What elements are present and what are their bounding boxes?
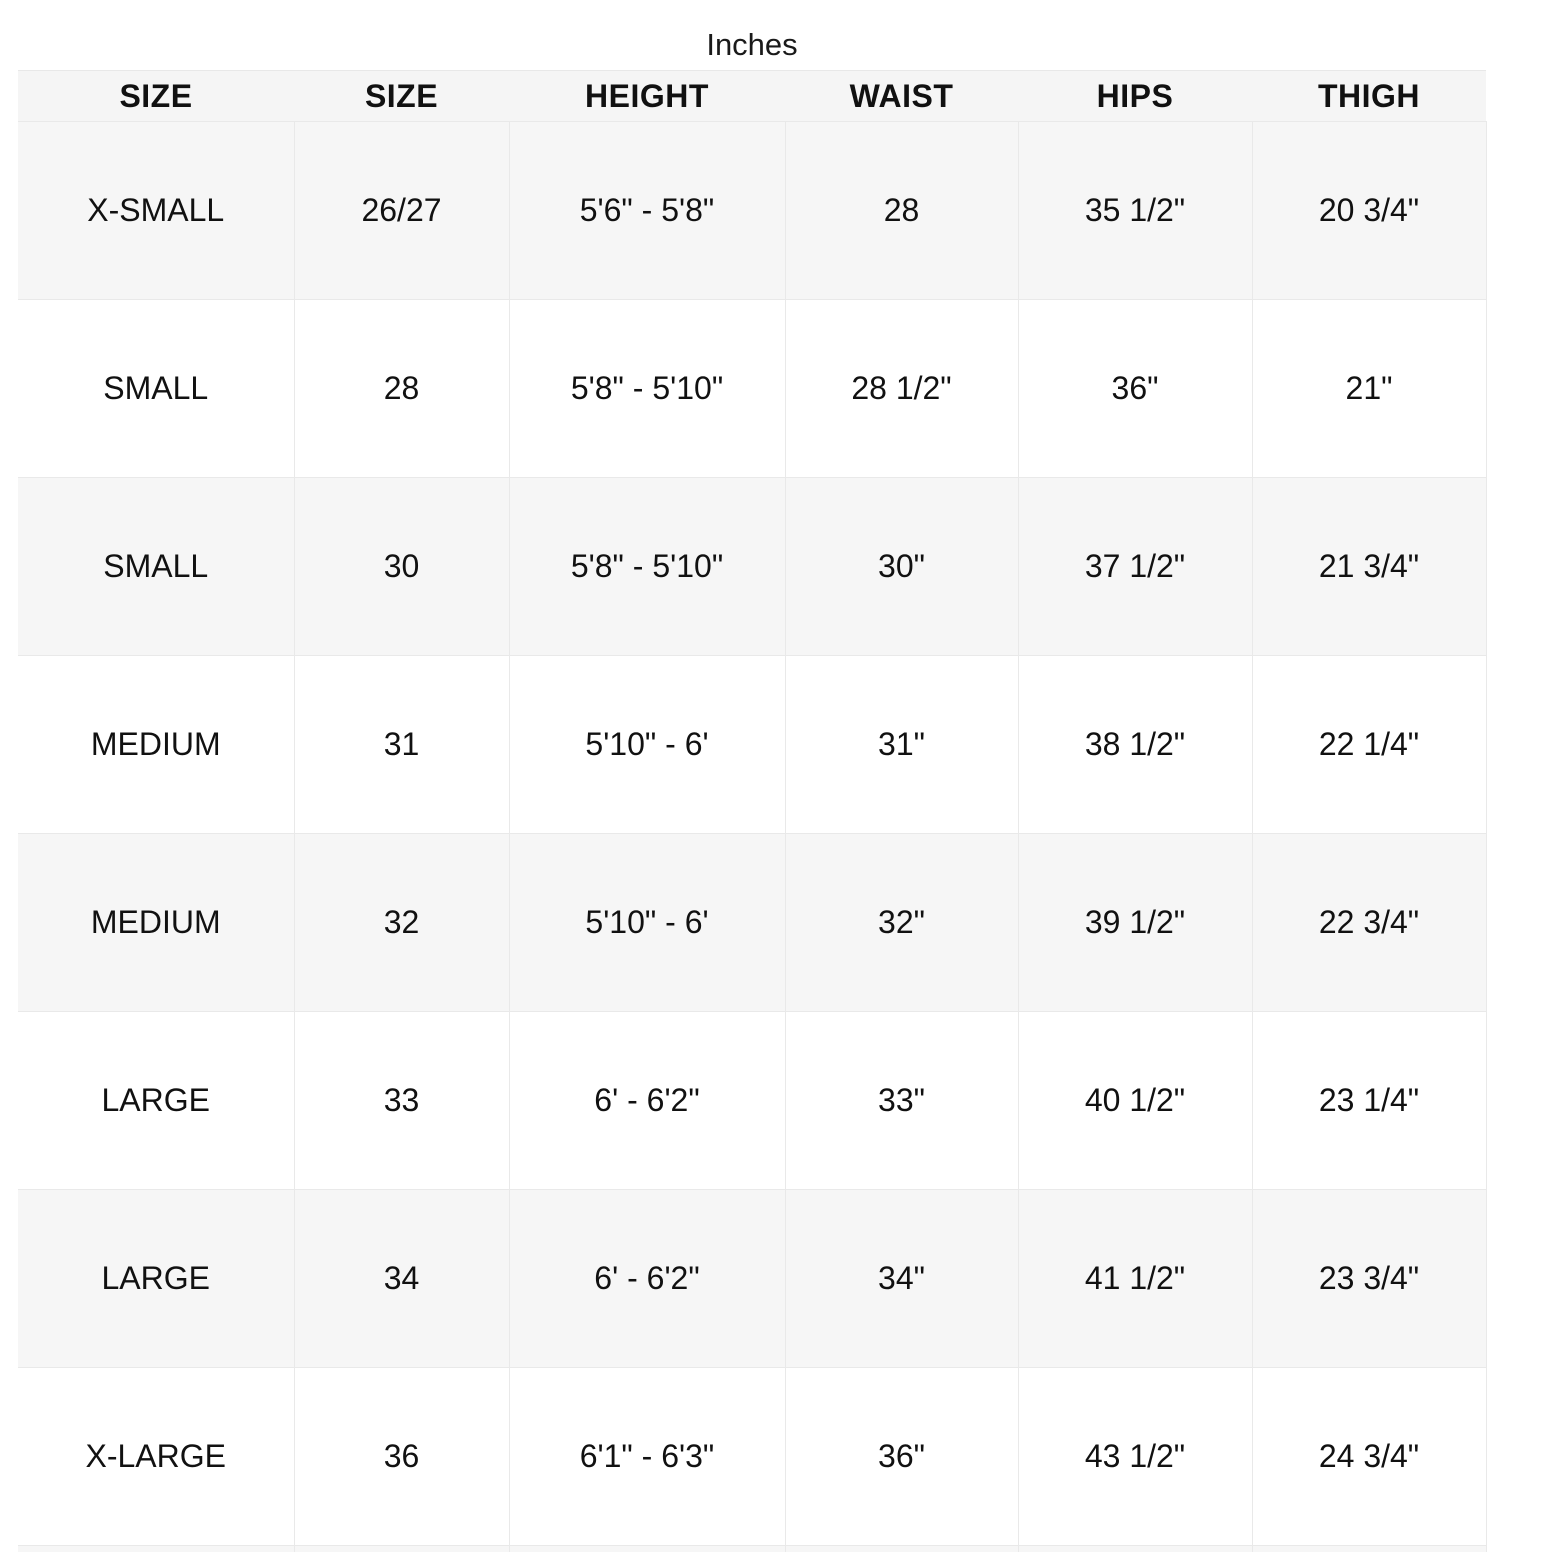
cell-size-number: 31 bbox=[294, 656, 509, 834]
cell-hips: 39 1/2" bbox=[1018, 834, 1252, 1012]
table-row-partial bbox=[18, 1546, 1486, 1552]
cell-thigh: 22 3/4" bbox=[1252, 834, 1486, 1012]
table-row bbox=[18, 834, 1486, 1012]
table-row bbox=[18, 1368, 1486, 1546]
cell-size-number: 32 bbox=[294, 834, 509, 1012]
cell-waist: 32" bbox=[785, 834, 1018, 1012]
cell-waist: 30" bbox=[785, 478, 1018, 656]
cell-hips: 43 1/2" bbox=[1018, 1368, 1252, 1546]
cell-hips: 35 1/2" bbox=[1018, 122, 1252, 300]
header-row bbox=[18, 71, 1486, 122]
cell-height: 5'8" - 5'10" bbox=[509, 478, 785, 656]
cell-waist: 34" bbox=[785, 1190, 1018, 1368]
cell-waist: 33" bbox=[785, 1012, 1018, 1190]
table-cell bbox=[18, 1546, 294, 1552]
cell-size-label: MEDIUM bbox=[18, 656, 294, 834]
cell-height: 5'6" - 5'8" bbox=[509, 122, 785, 300]
cell-size-number: 28 bbox=[294, 300, 509, 478]
cell-thigh: 22 1/4" bbox=[1252, 656, 1486, 834]
cell-waist: 36" bbox=[785, 1368, 1018, 1546]
table-row bbox=[18, 122, 1486, 300]
cell-size-label: LARGE bbox=[18, 1012, 294, 1190]
cell-size-label: MEDIUM bbox=[18, 834, 294, 1012]
cell-size-number: 34 bbox=[294, 1190, 509, 1368]
cell-hips: 37 1/2" bbox=[1018, 478, 1252, 656]
header-thigh: THIGH bbox=[1252, 71, 1486, 122]
cell-waist: 28 bbox=[785, 122, 1018, 300]
cell-size-label: X-SMALL bbox=[18, 122, 294, 300]
header-size-label: SIZE bbox=[18, 71, 294, 122]
table-cell bbox=[1018, 1546, 1252, 1552]
cell-waist: 31" bbox=[785, 656, 1018, 834]
table-cell bbox=[1252, 1546, 1486, 1552]
table-caption: Inches bbox=[706, 27, 798, 62]
cell-height: 6'1" - 6'3" bbox=[509, 1368, 785, 1546]
cell-height: 6' - 6'2" bbox=[509, 1012, 785, 1190]
table-body bbox=[18, 122, 1486, 1552]
cell-hips: 41 1/2" bbox=[1018, 1190, 1252, 1368]
cell-thigh: 23 3/4" bbox=[1252, 1190, 1486, 1368]
cell-size-number: 30 bbox=[294, 478, 509, 656]
table-header bbox=[18, 71, 1486, 122]
cell-waist: 28 1/2" bbox=[785, 300, 1018, 478]
cell-hips: 38 1/2" bbox=[1018, 656, 1252, 834]
cell-size-number: 33 bbox=[294, 1012, 509, 1190]
header-size-number: SIZE bbox=[294, 71, 509, 122]
cell-thigh: 21 3/4" bbox=[1252, 478, 1486, 656]
header-waist: WAIST bbox=[785, 71, 1018, 122]
cell-height: 6' - 6'2" bbox=[509, 1190, 785, 1368]
cell-thigh: 21" bbox=[1252, 300, 1486, 478]
cell-height: 5'10" - 6' bbox=[509, 656, 785, 834]
table-cell bbox=[785, 1546, 1018, 1552]
table-cell bbox=[294, 1546, 509, 1552]
cell-size-label: SMALL bbox=[18, 300, 294, 478]
header-height: HEIGHT bbox=[509, 71, 785, 122]
size-chart-table bbox=[18, 70, 1487, 1552]
cell-size-label: SMALL bbox=[18, 478, 294, 656]
table-row bbox=[18, 1012, 1486, 1190]
cell-height: 5'10" - 6' bbox=[509, 834, 785, 1012]
table-row bbox=[18, 1190, 1486, 1368]
cell-size-label: LARGE bbox=[18, 1190, 294, 1368]
cell-hips: 36" bbox=[1018, 300, 1252, 478]
cell-thigh: 24 3/4" bbox=[1252, 1368, 1486, 1546]
cell-thigh: 20 3/4" bbox=[1252, 122, 1486, 300]
table-row bbox=[18, 478, 1486, 656]
table-row bbox=[18, 300, 1486, 478]
cell-size-number: 26/27 bbox=[294, 122, 509, 300]
header-hips: HIPS bbox=[1018, 71, 1252, 122]
cell-height: 5'8" - 5'10" bbox=[509, 300, 785, 478]
cell-thigh: 23 1/4" bbox=[1252, 1012, 1486, 1190]
cell-hips: 40 1/2" bbox=[1018, 1012, 1252, 1190]
cell-size-number: 36 bbox=[294, 1368, 509, 1546]
cell-size-label: X-LARGE bbox=[18, 1368, 294, 1546]
table-row bbox=[18, 656, 1486, 834]
table-cell bbox=[509, 1546, 785, 1552]
